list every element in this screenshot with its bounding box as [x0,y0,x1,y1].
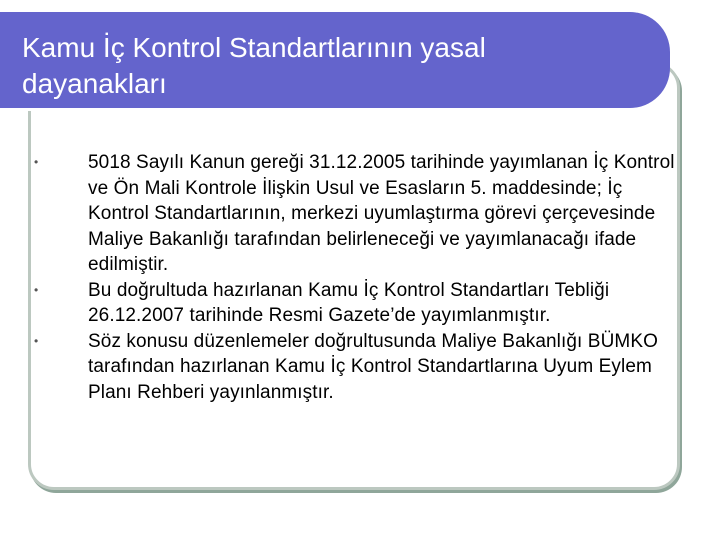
title-underline [0,108,640,111]
bullet-text: Söz konusu düzenlemeler doğrultusunda Maliye Bakanlığı BÜMKO tarafından hazırlanan Kamu İç Kontrol Standartlarına Uyum Eylem Planı Rehberi yayınlanmıştır. [88,330,658,403]
bullet-item [34,150,684,278]
bullet-text: Bu doğrultuda hazırlanan Kamu İç Kontrol Standartları Tebliği 26.12.2007 tarihinde Resmi Gazete’de yayımlanmıştır. [88,279,610,326]
bullet-item [34,278,684,329]
bullet-icon: • [34,282,39,297]
bullet-icon: • [34,155,39,169]
slide-title: Kamu İç Kontrol Standartlarının yasal dayanakları [22,32,486,99]
bullet-item [34,329,684,406]
bullet-list [34,150,684,405]
bullet-icon: • [34,333,39,348]
title-banner [0,12,670,108]
bullet-text: 5018 Sayılı Kanun gereği 31.12.2005 tarihinde yayımlanan İç Kontrol ve Ön Mali Kontrole İlişkin Usul ve Esasların 5. maddesinde; İç Kontrol Standartlarının, merkezi uyumlaştırma görevi çerçevesinde Maliye Bakanlığı tarafından belirleneceği ve yayımlanacağı ifade edilmiştir. [88,152,675,275]
